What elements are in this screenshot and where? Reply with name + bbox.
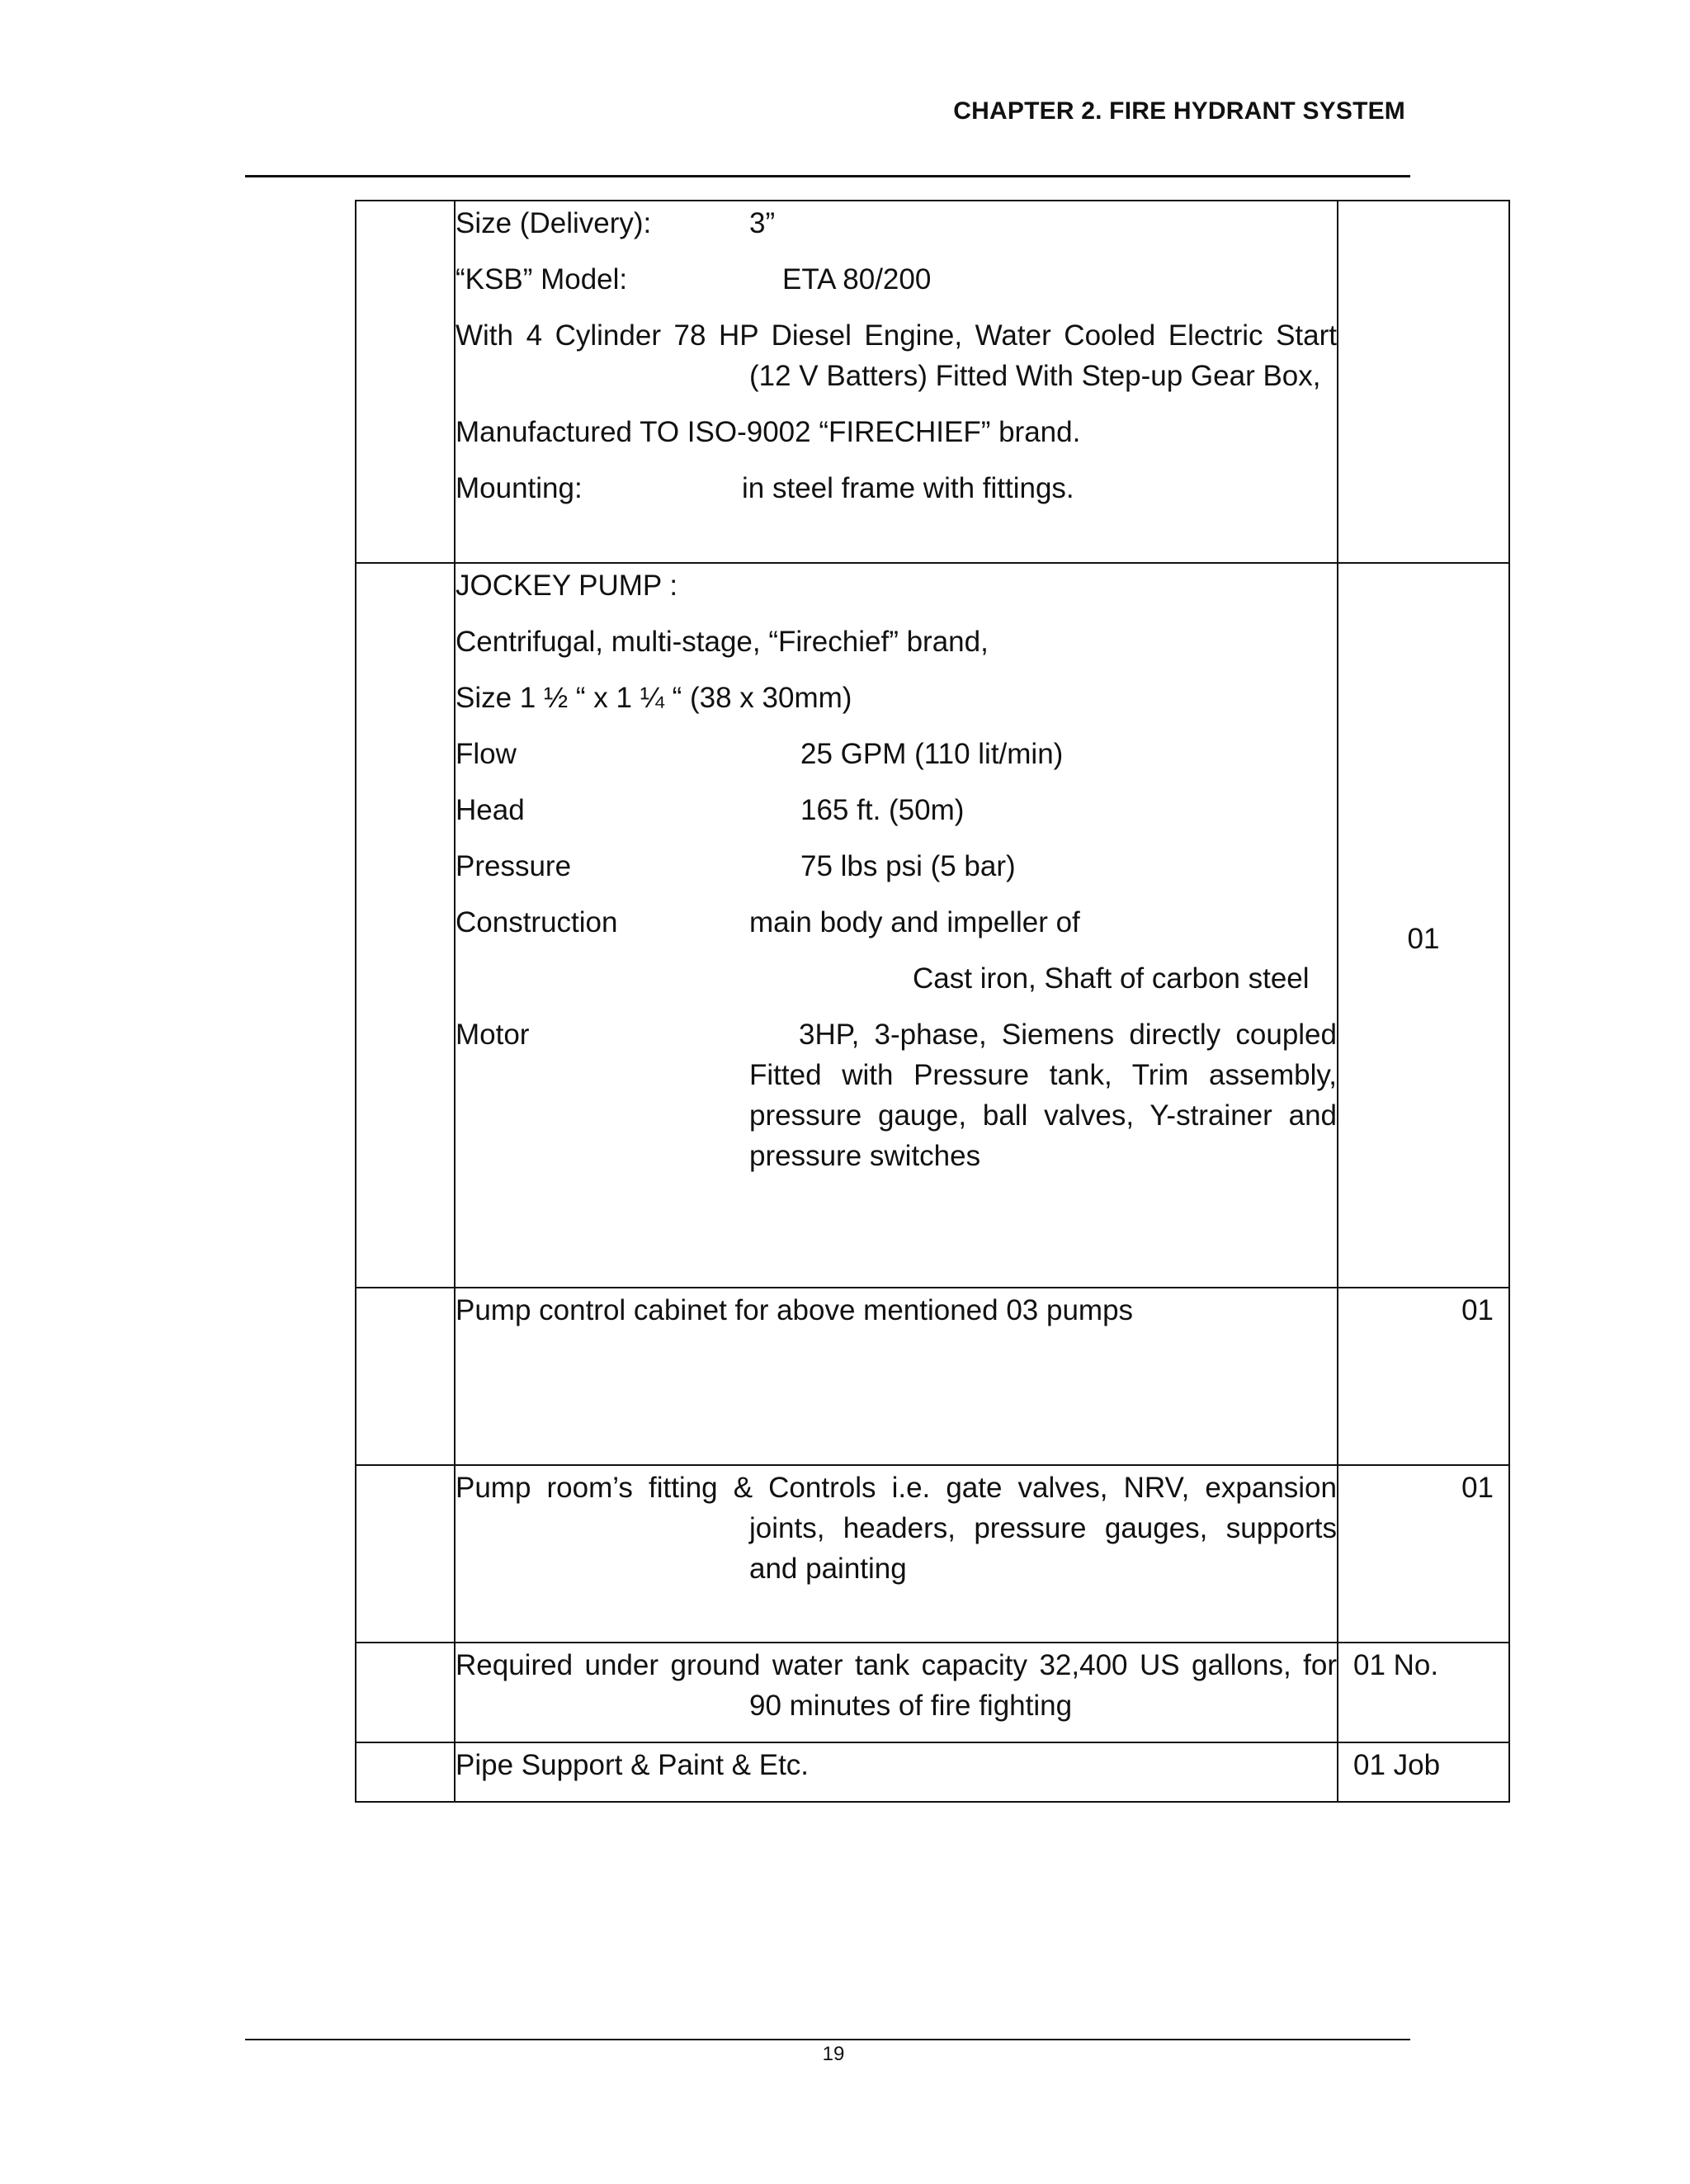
- spec-value: ETA 80/200: [782, 263, 932, 295]
- spec-line: [456, 734, 1337, 774]
- serial-cell: [356, 1465, 455, 1643]
- table-row: [356, 563, 1509, 1288]
- spec-text: Centrifugal, multi-stage, “Firechief” brand,: [456, 626, 989, 658]
- spec-line: [456, 203, 1337, 243]
- description-cell: Required under ground water tank capacity 32,400 US gallons, for 90 minutes of fire fighting: [455, 1643, 1338, 1742]
- spec-line: [456, 468, 1337, 508]
- serial-cell: [356, 201, 455, 563]
- spec-label: Size (Delivery):: [456, 207, 652, 239]
- spec-label: Mounting:: [456, 472, 583, 504]
- spec-value: main body and impeller of: [749, 906, 1080, 938]
- quantity-cell: [1338, 201, 1509, 563]
- serial-cell: [356, 1643, 455, 1742]
- table-row: [356, 1742, 1509, 1802]
- equipment-table: [355, 200, 1510, 1803]
- spec-line: [456, 902, 1337, 943]
- table-row: [356, 1465, 1509, 1643]
- serial-cell: [356, 1742, 455, 1802]
- spec-label: “KSB” Model:: [456, 263, 628, 295]
- description-cell: Pump control cabinet for above mentioned 03 pumps: [455, 1288, 1338, 1465]
- spec-line: [456, 958, 1337, 999]
- quantity-cell: 01 Job: [1338, 1742, 1509, 1802]
- quantity-cell: 01 No.: [1338, 1643, 1509, 1742]
- quantity-cell: 01: [1338, 1465, 1509, 1643]
- quantity-cell: 01: [1338, 563, 1509, 1288]
- description-cell: [455, 563, 1338, 1288]
- spec-value: 75 lbs psi (5 bar): [800, 850, 1016, 882]
- table-row: [356, 1643, 1509, 1742]
- spec-label: Flow: [456, 738, 517, 770]
- table-row: [356, 1288, 1509, 1465]
- spec-text: Manufactured TO ISO-9002 “FIRECHIEF” brand.: [456, 416, 1081, 448]
- spec-value: Cast iron, Shaft of carbon steel: [913, 962, 1310, 995]
- serial-cell: [356, 1288, 455, 1465]
- spec-value: 3HP, 3-phase, Siemens directly coupled Fitted with Pressure tank, Trim assembly, pressure gauge, ball valves, Y-strainer and pressure switches: [749, 1019, 1337, 1172]
- spec-title: JOCKEY PUMP :: [456, 570, 678, 602]
- spec-value: 3”: [749, 207, 776, 239]
- page-number: 19: [822, 2043, 845, 2065]
- chapter-header: CHAPTER 2. FIRE HYDRANT SYSTEM: [953, 97, 1405, 125]
- spec-line: [456, 846, 1337, 886]
- description-cell: [455, 201, 1338, 563]
- spec-line: [456, 790, 1337, 830]
- spec-text: With 4 Cylinder 78 HP Diesel Engine, Water Cooled Electric Start (12 V Batters) Fitted With Step-up Gear Box,: [456, 319, 1337, 392]
- spec-value: 165 ft. (50m): [800, 794, 965, 826]
- spec-text: Size 1 ½ “ x 1 ¼ “ (38 x 30mm): [456, 682, 852, 714]
- spec-label: Motor: [456, 1019, 530, 1051]
- footer-divider: [245, 2039, 1410, 2040]
- spec-line: [456, 1014, 1337, 1176]
- spec-label: Construction: [456, 906, 618, 938]
- spec-label: Pressure: [456, 850, 572, 882]
- serial-cell: [356, 563, 455, 1288]
- header-divider: [245, 175, 1410, 177]
- spec-label: Head: [456, 794, 525, 826]
- spec-value: 25 GPM (110 lit/min): [800, 738, 1064, 770]
- table-row: [356, 201, 1509, 563]
- spec-value: in steel frame with fittings.: [742, 472, 1074, 504]
- quantity-cell: 01: [1338, 1288, 1509, 1465]
- description-cell: Pump room’s fitting & Controls i.e. gate valves, NRV, expansion joints, headers, pressure gauges, supports and painting: [455, 1465, 1338, 1643]
- spec-line: [456, 259, 1337, 300]
- description-cell: Pipe Support & Paint & Etc.: [455, 1742, 1338, 1802]
